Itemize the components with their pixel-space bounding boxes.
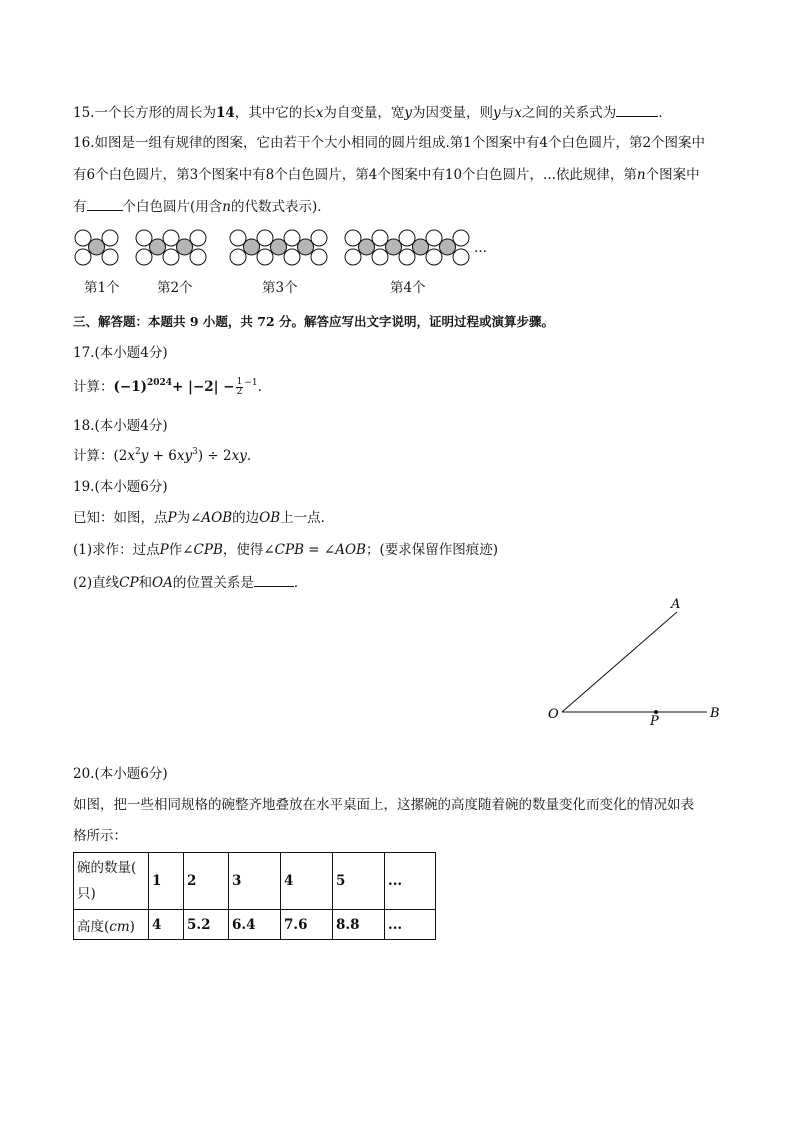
q20-header: 20.(本小题6分)	[73, 766, 168, 782]
grey-circle	[244, 239, 260, 255]
white-circle	[136, 230, 152, 246]
q16-line1: 16.如图是一组有规律的图案，它由若干个大小相同的圆片组成.第1个图案中有4个白色圆片，第2个图案中	[73, 135, 706, 151]
q19-part2: (2)直线CP和OA的位置关系是 ．	[73, 575, 308, 591]
q20-line1: 如图，把一些相同规格的碗整齐地叠放在水平桌面上，这摞碗的高度随着碗的数量变化而变化的情况如表	[73, 797, 694, 813]
table-cell: 8.8	[333, 910, 385, 940]
white-circle	[345, 249, 361, 265]
grey-circle	[271, 239, 287, 255]
table-cell: 5	[333, 853, 385, 910]
table-cell: 1	[149, 853, 184, 910]
white-circle	[163, 249, 179, 265]
pattern-label-2: 第2个	[157, 280, 193, 296]
fraction: $\frac{1}{2}$	[236, 377, 243, 397]
white-circle	[163, 230, 179, 246]
white-circle	[102, 249, 118, 265]
label-b: B	[710, 706, 720, 721]
table-cell: 2	[184, 853, 229, 910]
white-circle	[426, 249, 442, 265]
white-circle	[284, 249, 300, 265]
white-circle	[230, 249, 246, 265]
label-o: O	[548, 707, 559, 722]
table-cell: 6.4	[229, 910, 281, 940]
table-cell: 4	[149, 910, 184, 940]
table-cell: 5.2	[184, 910, 229, 940]
table-cell: ...	[385, 853, 436, 910]
angle-aob-figure	[540, 592, 740, 732]
pattern-label-3: 第3个	[262, 280, 298, 296]
grey-circle	[413, 239, 429, 255]
grey-circle	[440, 239, 456, 255]
row-header-count: 碗的数量( 只)	[74, 853, 149, 910]
grey-circle	[150, 239, 166, 255]
grey-circle	[298, 239, 314, 255]
circle-patterns-figure	[70, 228, 500, 270]
q20-line2: 格所示：	[73, 828, 127, 844]
q19-part1: (1)求作：过点P作∠CPB，使得∠CPB = ∠AOB；(要求保留作图痕迹)	[73, 542, 499, 558]
pattern-label-4: 第4个	[390, 280, 426, 296]
pattern-label-1: 第1个	[84, 280, 120, 296]
white-circle	[311, 230, 327, 246]
grey-circle	[177, 239, 193, 255]
table-cell: 3	[229, 853, 281, 910]
white-circle	[190, 230, 206, 246]
q16-number: 16.	[73, 135, 95, 151]
white-circle	[102, 230, 118, 246]
table-cell: 4	[281, 853, 333, 910]
white-circle	[453, 230, 469, 246]
white-circle	[257, 249, 273, 265]
white-circle	[75, 230, 91, 246]
white-circle	[453, 249, 469, 265]
label-a: A	[671, 597, 681, 612]
bowl-height-table	[73, 852, 436, 940]
q16-line3: 有 个白色圆片(用含n的代数式表示)．	[73, 199, 331, 215]
answer-blank[interactable]	[254, 573, 294, 587]
label-p: P	[650, 714, 659, 729]
answer-blank[interactable]	[87, 197, 123, 211]
white-circle	[426, 230, 442, 246]
white-circle	[75, 249, 91, 265]
white-circle	[230, 230, 246, 246]
table-row	[74, 910, 436, 940]
q17-header: 17.(本小题4分)	[73, 345, 168, 361]
table-row	[74, 853, 436, 910]
white-circle	[284, 230, 300, 246]
section-title: 三、解答题：本题共 9 小题，共 72 分。解答应写出文字说明，证明过程或演算步骤。	[73, 314, 555, 329]
q18-expression: 计算：$(2x^2y + 6xy^3) \div 2xy$.	[73, 447, 252, 464]
white-circle	[372, 230, 388, 246]
grey-circle	[386, 239, 402, 255]
grey-circle	[89, 239, 105, 255]
white-circle	[311, 249, 327, 265]
white-circle	[399, 230, 415, 246]
row-header-height: 高度(cm)	[74, 910, 149, 940]
q19-header: 19.(本小题6分)	[73, 479, 168, 495]
q19-given: 已知：如图，点P为∠AOB的边OB上一点．	[73, 510, 335, 526]
grey-circle	[359, 239, 375, 255]
q18-header: 18.(本小题4分)	[73, 418, 168, 434]
answer-blank[interactable]	[616, 103, 658, 117]
table-cell: 7.6	[281, 910, 333, 940]
white-circle	[257, 230, 273, 246]
ray-oa	[562, 612, 677, 712]
white-circle	[345, 230, 361, 246]
table-cell: ...	[385, 910, 436, 940]
q15-line: 15.一个长方形的周长为14，其中它的长x为自变量，宽y为因变量，则y与x之间的关系式为 ．	[73, 105, 672, 121]
q17-expression: 计算：$(-1)^{2024}+ |-2|$ − $\frac{1}{2}$ $^{-1}$.	[73, 377, 262, 397]
white-circle	[399, 249, 415, 265]
white-circle	[372, 249, 388, 265]
pattern-ellipsis: …	[474, 241, 487, 256]
white-circle	[136, 249, 152, 265]
white-circle	[190, 249, 206, 265]
q16-line2: 有6个白色圆片，第3个图案中有8个白色圆片，第4个图案中有10个白色圆片，...依此规律，第n个图案中	[73, 167, 700, 183]
q15-number: 15.	[73, 105, 95, 121]
